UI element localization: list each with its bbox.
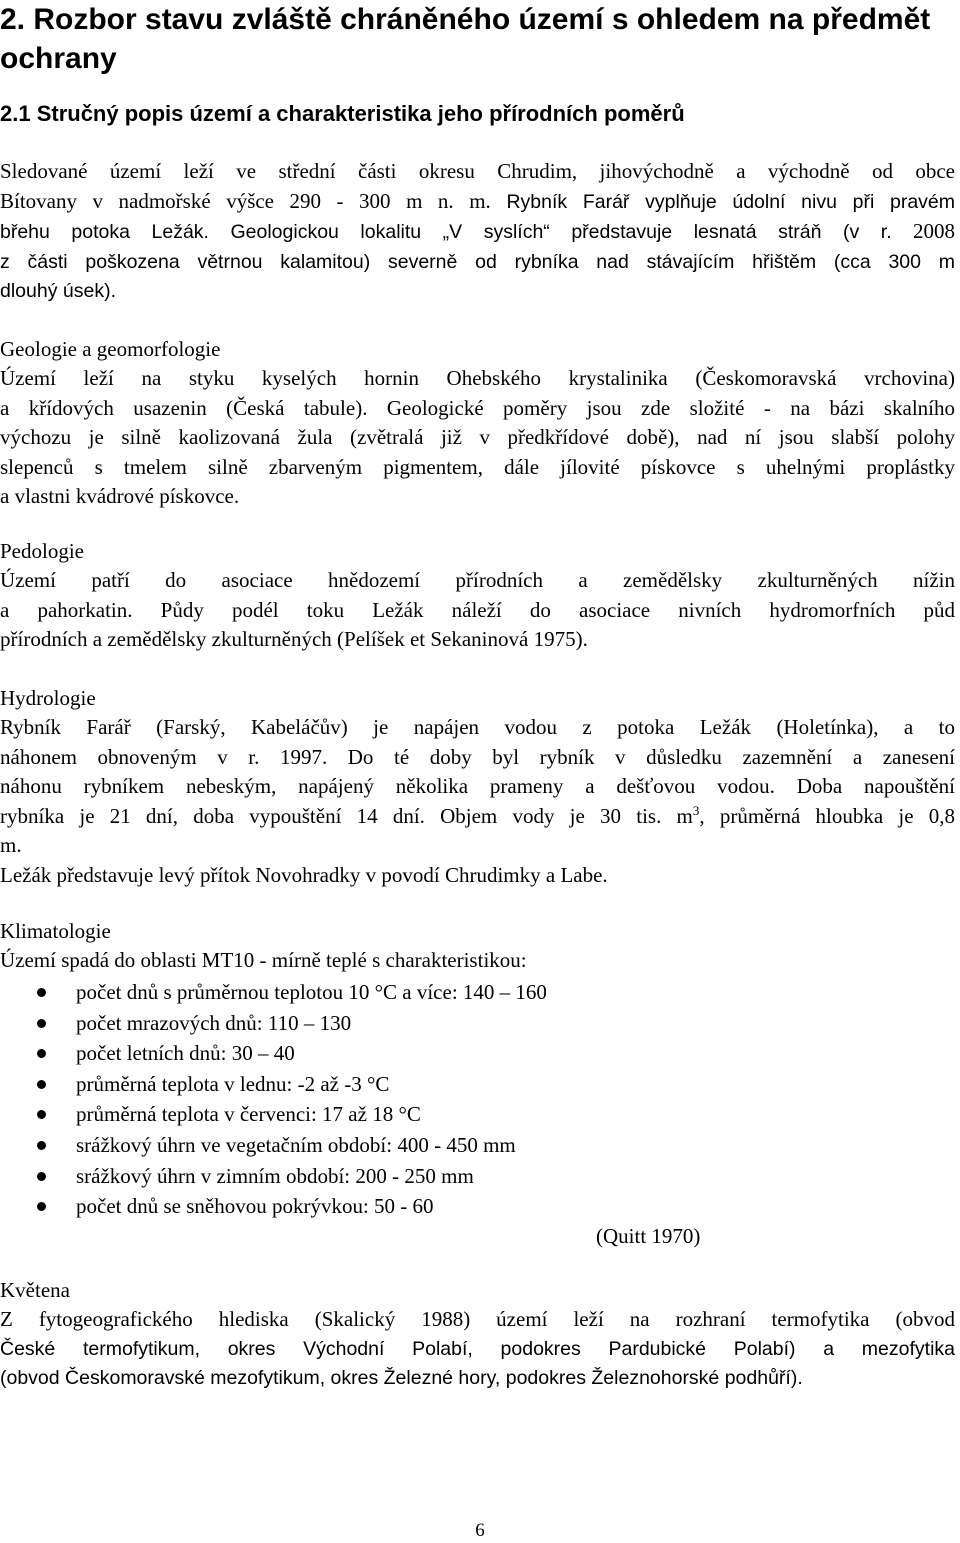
list-item [0,1008,700,1039]
hydrology-line-4-b: , průměrná hloubka je 0,8 [699,803,955,828]
list-item [0,1161,700,1192]
bullet-icon [37,1172,46,1181]
list-item [0,1038,700,1069]
geology-line-5: a vlastni kvádrové pískovce. [0,484,240,509]
geology-title: Geologie a geomorfologie [0,337,221,361]
list-item-text: průměrná teplota v lednu: -2 až -3 °C [76,1071,390,1096]
intro-line-2-serif: Bítovany v nadmořské výšce 290 - 300 m n. m. [0,188,491,213]
pedology-section [0,537,955,655]
list-item [0,1069,700,1100]
bullet-icon [37,1141,46,1150]
list-item [0,977,700,1008]
list-item-text: počet mrazových dnů: 110 – 130 [76,1010,352,1035]
intro-line-1: Sledované území leží ve střední části okresu Chrudim, jihovýchodně a východně od obce [0,159,955,183]
list-item [0,1191,700,1222]
geology-line-4: slepenců s tmelem silně zbarveným pigmentem, dále jílovité pískovce s uhelnými proplástky [0,454,955,479]
geology-line-3: výchozu je silně kaolizovaná žula (zvětralá již v předkřídové době), nad ní jsou slabší polohy [0,425,955,450]
hydrology-section [0,684,955,891]
list-item-text: průměrná teplota v červenci: 17 až 18 °C [76,1102,421,1127]
hydrology-line-4-a: rybníka je 21 dní, doba vypouštění 14 dní. Objem vody je 30 tis. m [0,803,693,828]
list-item-text: počet dnů s průměrnou teplotou 10 °C a více: 140 – 160 [76,980,547,1004]
flora-line-2: České termofytikum, okres Východní Polabí, podokres Pardubické Polabí) a mezofytika [0,1337,955,1360]
list-item-text: počet letních dnů: 30 – 40 [76,1041,295,1066]
flora-title: Květena [0,1278,70,1302]
bullet-icon [37,1080,46,1089]
flora-line-3: (obvod Českomoravské mezofytikum, okres Železné hory, podokres Železnohorské podhůří). [0,1367,803,1390]
climatology-intro: Území spadá do oblasti MT10 - mírně teplé s charakteristikou: [0,948,527,972]
page-number: 6 [475,1520,485,1541]
flora-section [0,1276,955,1394]
geology-line-1: Území leží na styku kyselých hornin Ohebského krystalinika (Českomoravská vrchovina) [0,366,955,390]
hydrology-line-4 [0,802,955,832]
climatology-section [0,917,955,976]
list-item [0,1130,700,1161]
list-item-text: srážkový úhrn ve vegetačním období: 400 - 450 mm [76,1132,516,1157]
climate-citation: (Quitt 1970) [596,1224,701,1248]
climatology-title: Klimatologie [0,919,111,943]
hydrology-title: Hydrologie [0,686,96,710]
intro-line-3-serif: 2008 [891,219,955,244]
list-item-text: srážkový úhrn v zimním období: 200 - 250 mm [76,1163,474,1188]
flora-line-1: Z fytogeografického hlediska (Skalický 1988) území leží na rozhraní termofytika (obvod [0,1307,955,1331]
subheading: 2.1 Stručný popis území a charakteristika jeho přírodních poměrů [0,101,685,126]
bullet-icon [37,1049,46,1058]
hydrology-line-3: náhonu rybníkem nebeským, napájený několika prameny a dešťovou vodou. Doba napouštění [0,774,955,799]
pedology-title: Pedologie [0,539,84,563]
hydrology-line-1: Rybník Farář (Farský, Kabeláčův) je napájen vodou z potoka Ležák (Holetínka), a to [0,715,955,739]
hydrology-line-5: m. [0,833,22,858]
hydrology-line-2: náhonem obnoveným v r. 1997. Do té doby byl rybník v důsledku zazemnění a zanesení [0,744,955,769]
pedology-line-3: přírodních a zemědělsky zkulturněných (Pelíšek et Sekaninová 1975). [0,627,588,652]
hydrology-line-6: Ležák představuje levý přítok Novohradky v povodí Chrudimky a Labe. [0,862,608,887]
intro-paragraph [0,157,955,307]
climate-list [0,977,700,1222]
geology-section [0,335,955,512]
bullet-icon [37,1110,46,1119]
pedology-line-1: Území patří do asociace hnědozemí přírodních a zemědělsky zkulturněných nížin [0,568,955,592]
list-item-text: počet dnů se sněhovou pokrývkou: 50 - 60 [76,1194,434,1219]
intro-line-4: z části poškozena větrnou kalamitou) severně od rybníka nad stávajícím hřištěm (cca 300 m [0,250,955,273]
bullet-icon [37,1202,46,1211]
cubic-superscript: 3 [692,802,700,818]
list-item [0,1099,700,1130]
pedology-line-2: a pahorkatin. Půdy podél toku Ležák náleží do asociace nivních hydromorfních půd [0,597,955,622]
bullet-icon [37,988,46,997]
bullet-icon [37,1019,46,1028]
intro-line-2-sans: Rybník Farář vyplňuje údolní nivu při pravém [490,190,955,213]
geology-line-2: a křídových usazenin (Česká tabule). Geologické poměry jsou zde složité - na bázi skalního [0,395,955,420]
intro-line-3 [0,217,955,248]
intro-line-5: dlouhý úsek). [0,280,116,303]
intro-line-3-sans: břehu potoka Ležák. Geologickou lokalitu „V syslích“ představuje lesnatá stráň (v r. [0,221,892,244]
main-heading: 2. Rozbor stavu zvláště chráněného území s ohledem na předmět ochrany [0,3,931,75]
intro-line-2 [0,187,955,218]
